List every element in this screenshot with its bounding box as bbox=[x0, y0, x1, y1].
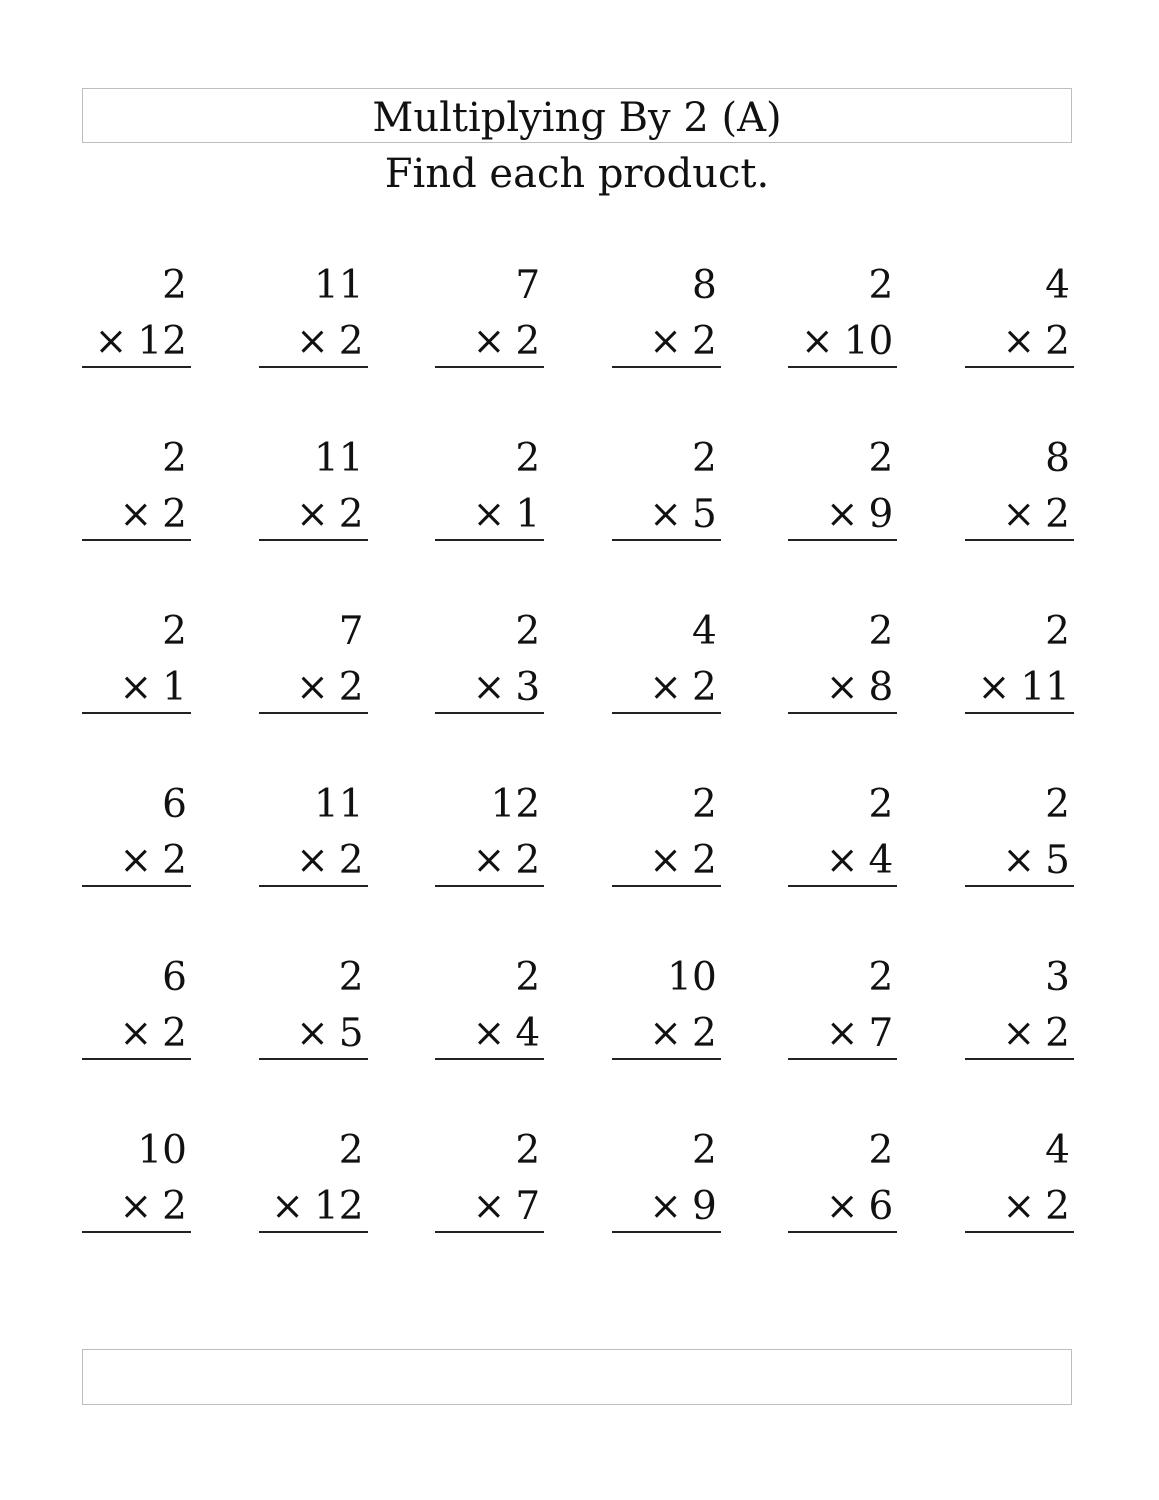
worksheet-instructions: Find each product. bbox=[384, 151, 770, 197]
problem-bottom-number: 9 bbox=[691, 1184, 717, 1229]
problem-bottom-number: 2 bbox=[515, 319, 541, 364]
problem-top-number: 10 bbox=[137, 1128, 187, 1173]
problem-grid bbox=[82, 262, 1074, 1233]
problem-bottom-number: 1 bbox=[162, 665, 187, 710]
problem-top-number: 4 bbox=[691, 609, 717, 654]
times-sign: × bbox=[119, 665, 153, 710]
times-sign: × bbox=[1002, 319, 1036, 364]
times-sign: × bbox=[1002, 492, 1036, 537]
problem-bottom-row bbox=[119, 837, 187, 885]
problem-bottom-number: 5 bbox=[1045, 838, 1070, 883]
problem-top-number: 3 bbox=[1045, 955, 1070, 1000]
multiplication-problem bbox=[788, 435, 897, 541]
answer-line bbox=[435, 885, 544, 887]
times-sign: × bbox=[825, 838, 859, 883]
problem-bottom-row bbox=[649, 1183, 717, 1231]
times-sign: × bbox=[296, 1011, 329, 1056]
problem-bottom-number: 7 bbox=[515, 1184, 541, 1229]
problem-bottom-number: 2 bbox=[691, 1011, 717, 1056]
footer-box bbox=[82, 1349, 1072, 1405]
answer-line bbox=[259, 1231, 368, 1233]
problem-bottom-number: 2 bbox=[691, 665, 717, 710]
problem-bottom-row bbox=[826, 1183, 894, 1231]
problem-top-number: 2 bbox=[162, 609, 187, 654]
multiplication-problem bbox=[788, 781, 897, 887]
multiplication-problem bbox=[965, 781, 1074, 887]
answer-line bbox=[612, 885, 721, 887]
problem-bottom-row bbox=[473, 318, 541, 366]
times-sign: × bbox=[94, 319, 128, 364]
problem-top-number: 2 bbox=[691, 1128, 717, 1173]
multiplication-problem bbox=[612, 262, 721, 368]
problem-bottom-row bbox=[826, 664, 894, 712]
times-sign: × bbox=[649, 665, 682, 710]
problem-bottom-row bbox=[649, 491, 717, 539]
times-sign: × bbox=[119, 1011, 153, 1056]
problem-bottom-row bbox=[649, 1010, 717, 1058]
multiplication-problem bbox=[435, 608, 544, 714]
answer-line bbox=[435, 539, 544, 541]
answer-line bbox=[82, 539, 191, 541]
problem-top-number: 10 bbox=[667, 955, 717, 1000]
problem-top-number: 8 bbox=[1045, 436, 1070, 481]
answer-line bbox=[965, 712, 1074, 714]
multiplication-problem bbox=[965, 608, 1074, 714]
problem-bottom-row bbox=[826, 491, 894, 539]
problem-bottom-number: 6 bbox=[868, 1184, 894, 1229]
problem-bottom-row bbox=[649, 837, 717, 885]
answer-line bbox=[82, 885, 191, 887]
problem-top-number: 2 bbox=[162, 436, 187, 481]
times-sign: × bbox=[977, 665, 1011, 710]
problem-top-number: 2 bbox=[1045, 782, 1070, 827]
problem-bottom-row bbox=[826, 837, 894, 885]
answer-line bbox=[82, 712, 191, 714]
multiplication-problem bbox=[259, 781, 368, 887]
times-sign: × bbox=[472, 838, 506, 883]
answer-line bbox=[82, 1058, 191, 1060]
answer-line bbox=[965, 885, 1074, 887]
problem-bottom-number: 7 bbox=[868, 1011, 894, 1056]
problem-bottom-number: 2 bbox=[338, 319, 364, 364]
answer-line bbox=[612, 1058, 721, 1060]
times-sign: × bbox=[825, 665, 859, 710]
answer-line bbox=[965, 1058, 1074, 1060]
times-sign: × bbox=[472, 1184, 506, 1229]
answer-line bbox=[788, 885, 897, 887]
problem-bottom-row bbox=[978, 664, 1070, 712]
answer-line bbox=[612, 366, 721, 368]
problem-bottom-number: 2 bbox=[162, 1011, 187, 1056]
problem-top-number: 2 bbox=[515, 955, 541, 1000]
multiplication-problem bbox=[82, 608, 191, 714]
problem-bottom-row bbox=[119, 1010, 187, 1058]
problem-bottom-number: 2 bbox=[162, 492, 187, 537]
answer-line bbox=[435, 712, 544, 714]
problem-top-number: 2 bbox=[868, 955, 894, 1000]
problem-top-number: 8 bbox=[691, 263, 717, 308]
problem-bottom-row bbox=[119, 491, 187, 539]
multiplication-problem bbox=[612, 435, 721, 541]
problem-bottom-row bbox=[1002, 1183, 1070, 1231]
answer-line bbox=[965, 366, 1074, 368]
times-sign: × bbox=[472, 665, 506, 710]
problem-top-number: 7 bbox=[515, 263, 541, 308]
times-sign: × bbox=[472, 1011, 506, 1056]
problem-top-number: 2 bbox=[338, 955, 364, 1000]
times-sign: × bbox=[649, 492, 682, 537]
problem-top-number: 2 bbox=[162, 263, 187, 308]
answer-line bbox=[788, 1231, 897, 1233]
problem-bottom-number: 2 bbox=[162, 1184, 187, 1229]
problem-bottom-number: 5 bbox=[338, 1011, 364, 1056]
problem-bottom-number: 2 bbox=[1045, 319, 1070, 364]
problem-bottom-row bbox=[1002, 837, 1070, 885]
multiplication-problem bbox=[788, 1127, 897, 1233]
problem-bottom-row bbox=[296, 1010, 364, 1058]
times-sign: × bbox=[296, 838, 329, 883]
problem-bottom-number: 4 bbox=[515, 1011, 541, 1056]
problem-bottom-row bbox=[296, 491, 364, 539]
problem-top-number: 6 bbox=[162, 782, 187, 827]
answer-line bbox=[259, 1058, 368, 1060]
multiplication-problem bbox=[82, 435, 191, 541]
times-sign: × bbox=[296, 665, 329, 710]
times-sign: × bbox=[119, 838, 153, 883]
answer-line bbox=[612, 1231, 721, 1233]
problem-top-number: 2 bbox=[868, 782, 894, 827]
problem-top-number: 11 bbox=[313, 263, 364, 308]
times-sign: × bbox=[271, 1184, 304, 1229]
problem-bottom-number: 2 bbox=[338, 838, 364, 883]
times-sign: × bbox=[825, 1184, 859, 1229]
multiplication-problem bbox=[612, 608, 721, 714]
times-sign: × bbox=[649, 1184, 682, 1229]
times-sign: × bbox=[472, 492, 506, 537]
times-sign: × bbox=[801, 319, 834, 364]
multiplication-problem bbox=[82, 262, 191, 368]
times-sign: × bbox=[825, 492, 859, 537]
problem-top-number: 2 bbox=[691, 782, 717, 827]
answer-line bbox=[82, 1231, 191, 1233]
problem-bottom-number: 2 bbox=[1045, 492, 1070, 537]
multiplication-problem bbox=[965, 262, 1074, 368]
times-sign: × bbox=[1002, 838, 1036, 883]
times-sign: × bbox=[1002, 1184, 1036, 1229]
problem-bottom-row bbox=[296, 837, 364, 885]
problem-bottom-number: 9 bbox=[868, 492, 894, 537]
answer-line bbox=[259, 366, 368, 368]
answer-line bbox=[435, 366, 544, 368]
multiplication-problem bbox=[259, 262, 368, 368]
answer-line bbox=[788, 712, 897, 714]
problem-top-number: 2 bbox=[515, 436, 541, 481]
problem-bottom-number: 2 bbox=[691, 319, 717, 364]
problem-bottom-number: 11 bbox=[1020, 665, 1070, 710]
problem-top-number: 2 bbox=[338, 1128, 364, 1173]
problem-top-number: 2 bbox=[868, 263, 894, 308]
answer-line bbox=[788, 366, 897, 368]
problem-top-number: 2 bbox=[515, 1128, 541, 1173]
problem-bottom-number: 2 bbox=[338, 665, 364, 710]
answer-line bbox=[788, 1058, 897, 1060]
answer-line bbox=[788, 539, 897, 541]
multiplication-problem bbox=[82, 781, 191, 887]
problem-bottom-row bbox=[473, 491, 541, 539]
problem-bottom-row bbox=[649, 318, 717, 366]
problem-bottom-row bbox=[473, 664, 541, 712]
problem-bottom-number: 2 bbox=[1045, 1184, 1070, 1229]
problem-top-number: 4 bbox=[1045, 263, 1070, 308]
problem-top-number: 7 bbox=[338, 609, 364, 654]
problem-bottom-row bbox=[473, 837, 541, 885]
multiplication-problem bbox=[82, 954, 191, 1060]
multiplication-problem bbox=[788, 608, 897, 714]
multiplication-problem bbox=[259, 608, 368, 714]
times-sign: × bbox=[825, 1011, 859, 1056]
answer-line bbox=[259, 885, 368, 887]
multiplication-problem bbox=[435, 435, 544, 541]
problem-bottom-number: 5 bbox=[691, 492, 717, 537]
problem-bottom-row bbox=[296, 664, 364, 712]
problem-bottom-row bbox=[473, 1183, 541, 1231]
times-sign: × bbox=[472, 319, 506, 364]
multiplication-problem bbox=[259, 954, 368, 1060]
problem-bottom-row bbox=[649, 664, 717, 712]
answer-line bbox=[435, 1058, 544, 1060]
worksheet-title: Multiplying By 2 (A) bbox=[372, 95, 782, 141]
answer-line bbox=[965, 539, 1074, 541]
multiplication-problem bbox=[788, 954, 897, 1060]
problem-bottom-row bbox=[271, 1183, 363, 1231]
times-sign: × bbox=[1002, 1011, 1036, 1056]
problem-bottom-number: 2 bbox=[162, 838, 187, 883]
answer-line bbox=[259, 539, 368, 541]
problem-top-number: 6 bbox=[162, 955, 187, 1000]
problem-bottom-number: 2 bbox=[338, 492, 364, 537]
problem-bottom-row bbox=[473, 1010, 541, 1058]
problem-top-number: 11 bbox=[313, 436, 364, 481]
multiplication-problem bbox=[965, 1127, 1074, 1233]
multiplication-problem bbox=[259, 1127, 368, 1233]
problem-bottom-number: 1 bbox=[515, 492, 541, 537]
multiplication-problem bbox=[612, 954, 721, 1060]
problem-bottom-number: 2 bbox=[1045, 1011, 1070, 1056]
multiplication-problem bbox=[435, 954, 544, 1060]
problem-top-number: 2 bbox=[868, 1128, 894, 1173]
times-sign: × bbox=[649, 838, 682, 883]
problem-bottom-number: 3 bbox=[515, 665, 541, 710]
problem-bottom-number: 10 bbox=[843, 319, 894, 364]
multiplication-problem bbox=[788, 262, 897, 368]
problem-bottom-row bbox=[1002, 1010, 1070, 1058]
problem-bottom-number: 4 bbox=[868, 838, 894, 883]
problem-bottom-number: 2 bbox=[515, 838, 541, 883]
problem-bottom-row bbox=[1002, 491, 1070, 539]
problem-bottom-row bbox=[95, 318, 187, 366]
problem-bottom-row bbox=[296, 318, 364, 366]
problem-top-number: 2 bbox=[515, 609, 541, 654]
problem-bottom-row bbox=[801, 318, 893, 366]
times-sign: × bbox=[119, 492, 153, 537]
problem-top-number: 2 bbox=[868, 436, 894, 481]
problem-top-number: 2 bbox=[1045, 609, 1070, 654]
times-sign: × bbox=[296, 319, 329, 364]
problem-bottom-number: 2 bbox=[691, 838, 717, 883]
multiplication-problem bbox=[435, 781, 544, 887]
problem-bottom-number: 12 bbox=[137, 319, 187, 364]
multiplication-problem bbox=[965, 954, 1074, 1060]
multiplication-problem bbox=[435, 1127, 544, 1233]
answer-line bbox=[965, 1231, 1074, 1233]
multiplication-problem bbox=[965, 435, 1074, 541]
problem-bottom-row bbox=[119, 664, 187, 712]
problem-bottom-row bbox=[826, 1010, 894, 1058]
answer-line bbox=[612, 539, 721, 541]
multiplication-problem bbox=[82, 1127, 191, 1233]
answer-line bbox=[82, 366, 191, 368]
problem-top-number: 4 bbox=[1045, 1128, 1070, 1173]
multiplication-problem bbox=[612, 1127, 721, 1233]
multiplication-problem bbox=[612, 781, 721, 887]
problem-top-number: 2 bbox=[691, 436, 717, 481]
times-sign: × bbox=[649, 319, 682, 364]
multiplication-problem bbox=[259, 435, 368, 541]
answer-line bbox=[435, 1231, 544, 1233]
times-sign: × bbox=[296, 492, 329, 537]
problem-bottom-row bbox=[1002, 318, 1070, 366]
problem-top-number: 12 bbox=[490, 782, 541, 827]
problem-bottom-number: 12 bbox=[313, 1184, 364, 1229]
times-sign: × bbox=[119, 1184, 153, 1229]
answer-line bbox=[612, 712, 721, 714]
problem-top-number: 2 bbox=[868, 609, 894, 654]
answer-line bbox=[259, 712, 368, 714]
problem-bottom-row bbox=[119, 1183, 187, 1231]
multiplication-problem bbox=[435, 262, 544, 368]
times-sign: × bbox=[649, 1011, 682, 1056]
problem-top-number: 11 bbox=[313, 782, 364, 827]
problem-bottom-number: 8 bbox=[868, 665, 894, 710]
